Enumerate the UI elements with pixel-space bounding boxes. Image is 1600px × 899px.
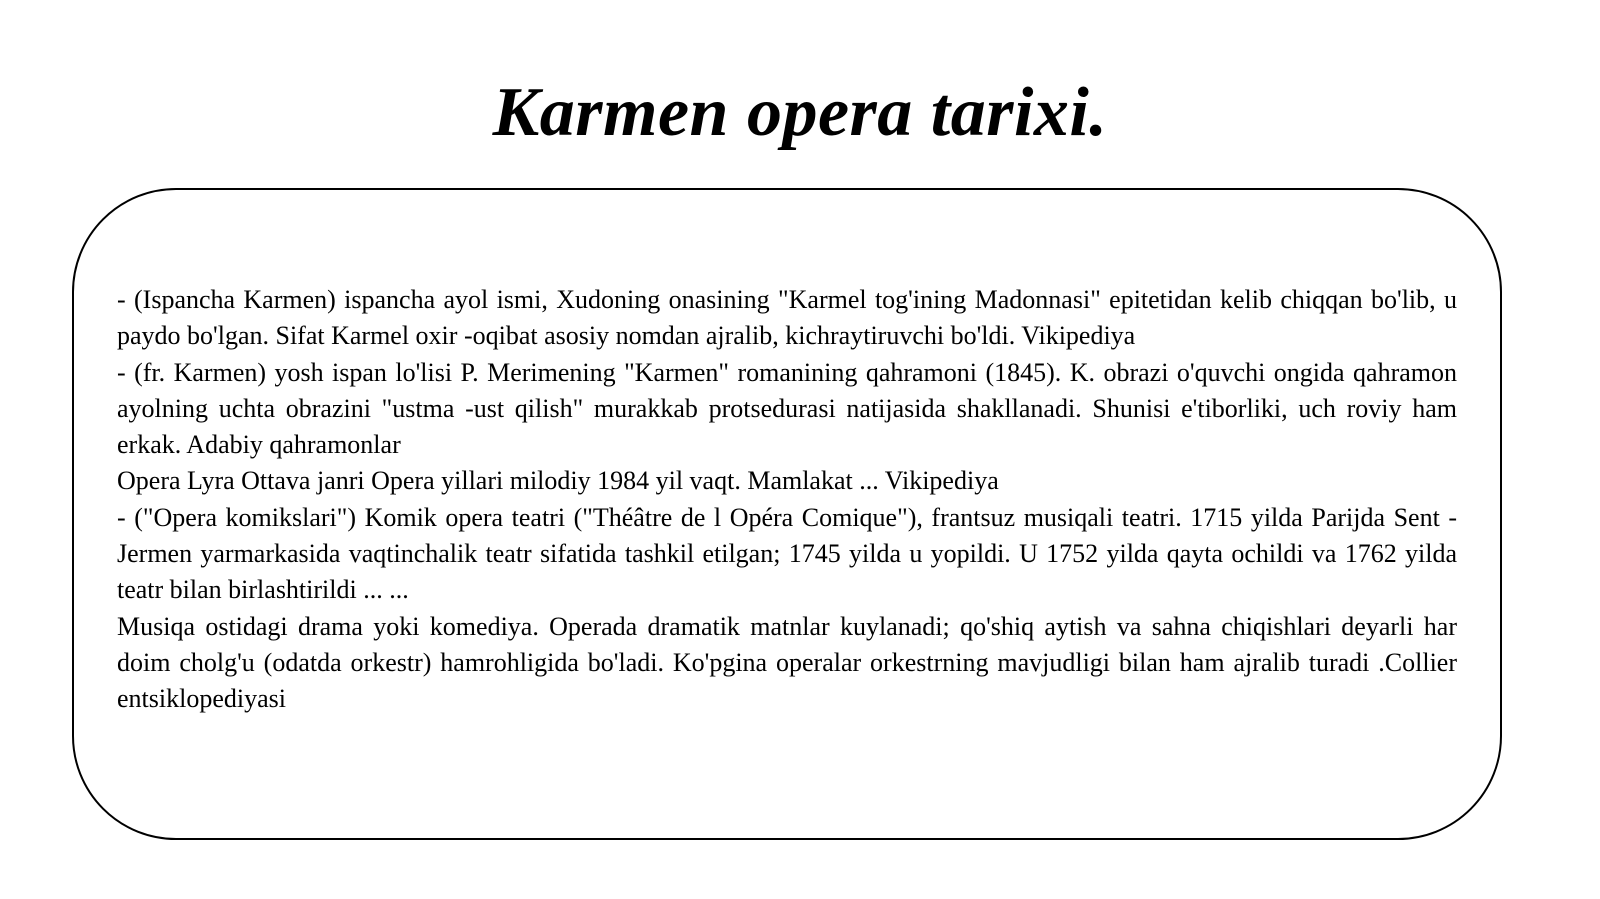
slide-title: Karmen opera tarixi. [492,74,1108,151]
paragraph-opera-lyra-ottava: Opera Lyra Ottava janri Opera yillari milodiy 1984 yil vaqt. Mamlakat ... Vikipediya [117,466,999,496]
paragraph-ispancha-karmen: - (Ispancha Karmen) ispancha ayol ismi, Xudoning onasining "Karmel tog'ining Madonnasi" epitetidan kelib chiqqan bo'lib, u paydo bo'lgan. Sifat Karmel oxir -oqibat asosiy nomdan ajralib, kichraytiruvchi bo'ldi. Vikipediya [117,285,1457,351]
paragraph-opera-komikslari: - ("Opera komikslari") Komik opera teatri ("Théâtre de l Opéra Comique"), frantsuz musiqali teatri. 1715 yilda Parijda Sent -Jermen yarmarkasida vaqtinchalik teatr sifatida tashkil etilgan; 1745 yilda u yopildi. U 1752 yilda qayta ochildi va 1762 yilda teatr bilan birlashtirildi ... ... [117,502,1457,605]
paragraph-fr-karmen: - (fr. Karmen) yosh ispan lo'lisi P. Merimening "Karmen" romanining qahramoni (1845). K. obrazi o'quvchi ongida qahramon ayolning uchta obrazini "ustma -ust qilish" murakkab protsedurasi natijasida shakllanadi. Shunisi e'tiborliki, uch roviy ham erkak. Adabiy qahramonlar [117,357,1457,460]
content-text-block [117,282,1457,718]
paragraph-musiqa-drama: Musiqa ostidagi drama yoki komediya. Operada dramatik matnlar kuylanadi; qo'shiq aytish va sahna chiqishlari deyarli har doim cholg'u (odatda orkestr) hamrohligida bo'ladi. Ko'pgina operalar orkestrning mavjudligi bilan ham ajralib turadi .Collier entsiklopediyasi [117,611,1457,714]
